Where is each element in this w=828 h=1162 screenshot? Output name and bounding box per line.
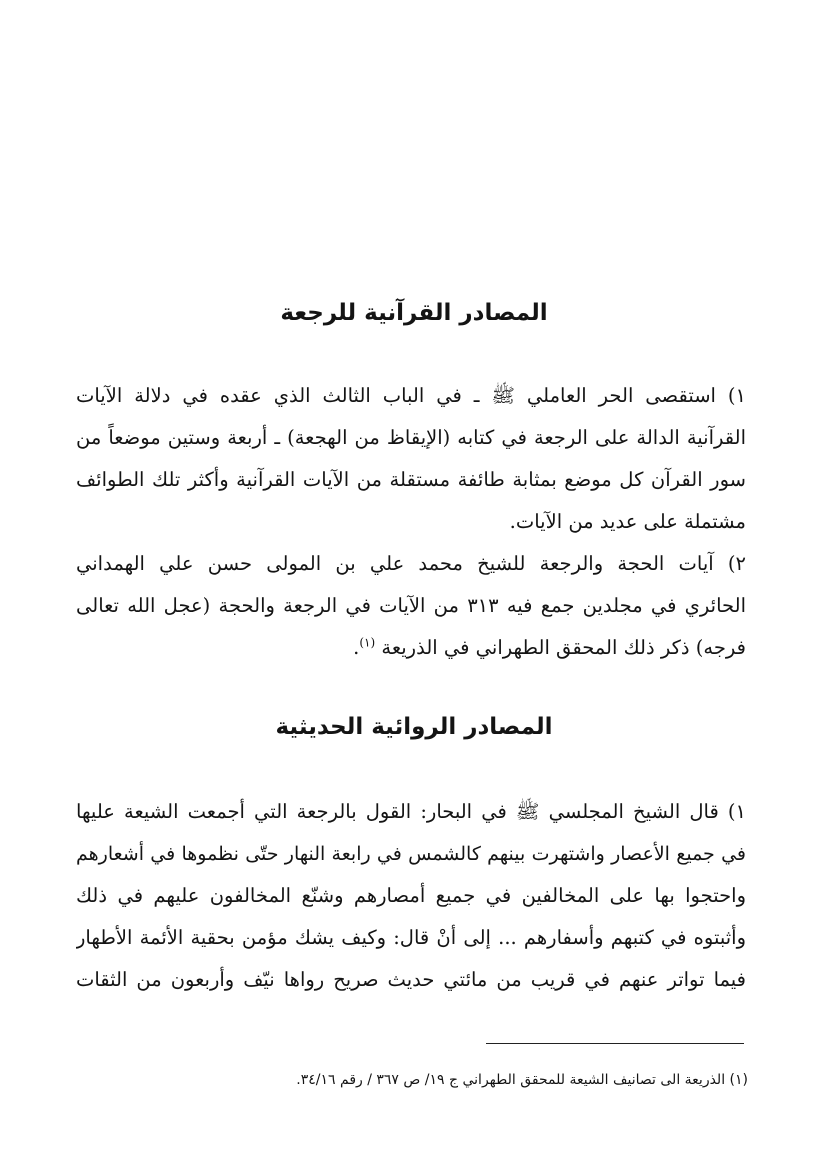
- text-line-body: فرجه) ذكر ذلك المحقق الطهراني في الذريعة: [381, 636, 746, 659]
- text-line: ١) قال الشيخ المجلسي ﷺ في البحار: القول بالرجعة التي أجمعت الشيعة عليها: [76, 800, 746, 823]
- text-line: مشتملة على عديد من الآيات.: [509, 510, 746, 533]
- section-heading-hadith-sources: المصادر الروائية الحديثية: [275, 714, 553, 740]
- text-line: فيما تواتر عنهم في قريب من مائتي حديث صريح رواها نيّف وأربعون من الثقات: [76, 968, 746, 991]
- text-line: وأثبتوه في كتبهم وأسفارهم ... إلى أنْ قال: وكيف يشك مؤمن بحقية الأئمة الأطهار: [76, 926, 746, 949]
- paragraph-quranic-1: [76, 375, 746, 543]
- text-line: ٢) آيات الحجة والرجعة للشيخ محمد علي بن المولى حسن علي الهمداني: [76, 552, 746, 575]
- text-line: الحائري في مجلدين جمع فيه ٣١٣ من الآيات في الرجعة والحجة (عجل الله تعالى: [76, 594, 746, 617]
- section-heading-quranic-sources: المصادر القرآنية للرجعة: [280, 300, 548, 326]
- text-line: سور القرآن كل موضع بمثابة طائفة مستقلة من الآيات القرآنية وأكثر تلك الطوائف: [76, 468, 746, 491]
- paragraph-quranic-2: [76, 543, 746, 669]
- text-line: ١) استقصى الحر العاملي ﷺ ـ في الباب الثالث الذي عقده في دلالة الآيات: [76, 384, 746, 407]
- footnote-reference[interactable]: (١): [359, 635, 376, 650]
- text-line: [76, 627, 746, 669]
- text-line: في جميع الأعصار واشتهرت بينهم كالشمس في رابعة النهار حتّى نظموها في أشعارهم: [76, 843, 746, 865]
- paragraph-hadith-1: [76, 791, 746, 1001]
- text-line: واحتجوا بها على المخالفين في جميع أمصارهم وشنّع المخالفون عليهم في ذلك: [76, 884, 746, 907]
- text-line: القرآنية الدالة على الرجعة في كتابه (الإيقاظ من الهجعة) ـ أربعة وستين موضعاً من: [76, 426, 746, 449]
- footnote: (١) الذريعة الى تصانيف الشيعة للمحقق الطهراني ج ١٩/ ص ٣٦٧ / رقم ٣٤/١٦.: [296, 1072, 748, 1088]
- footnote-divider: [486, 1043, 744, 1044]
- sentence-end: .: [353, 636, 360, 659]
